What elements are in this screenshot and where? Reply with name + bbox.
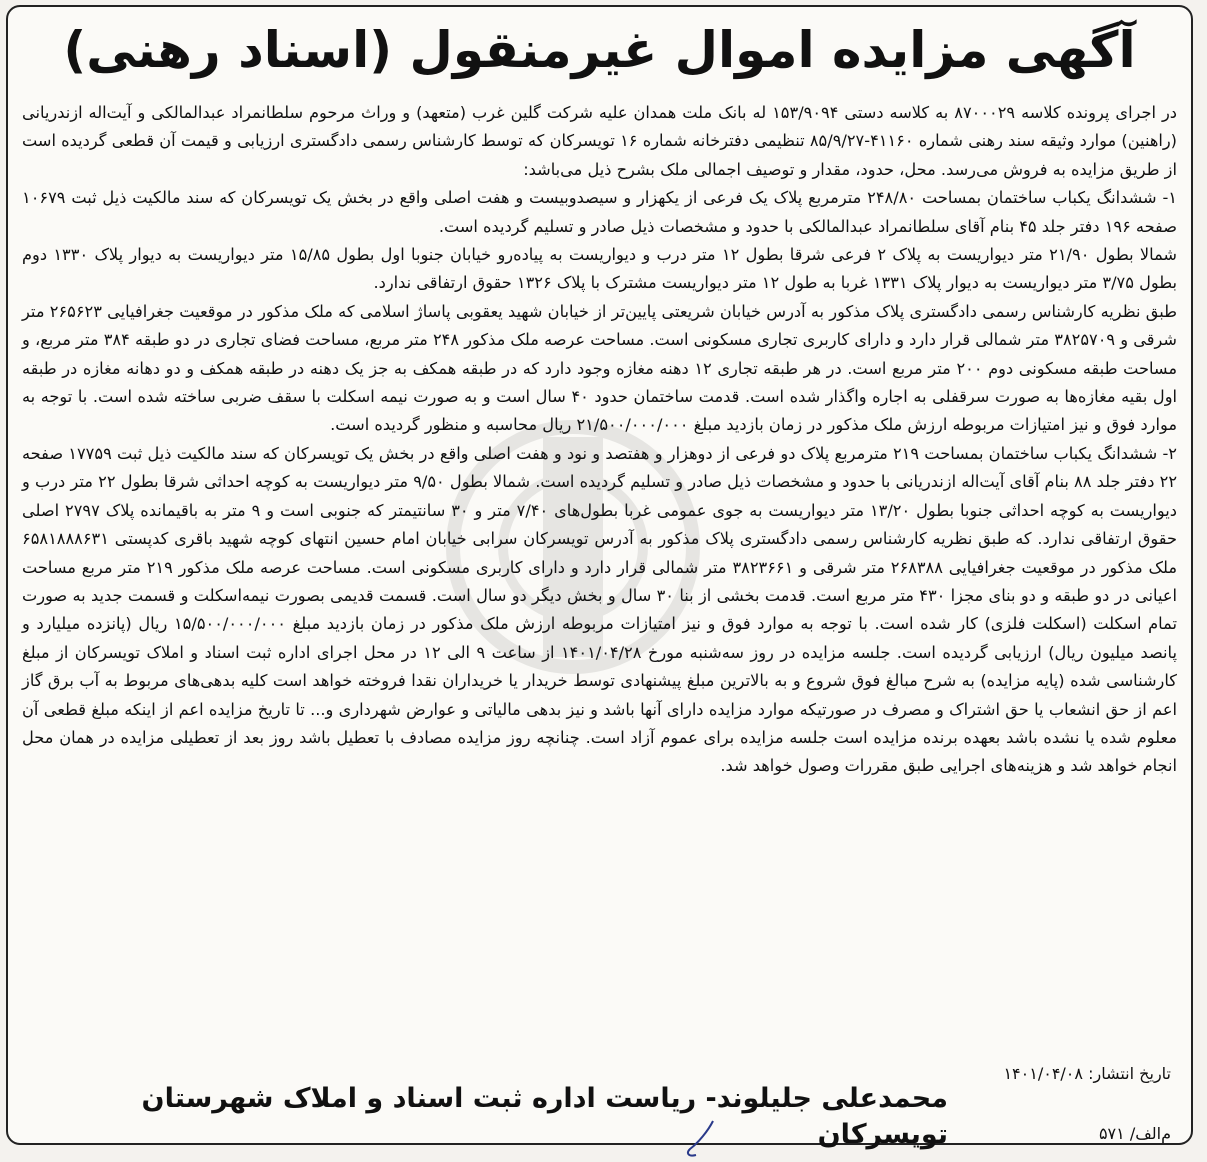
reference-number: م‌الف/ ۵۷۱	[1098, 1124, 1171, 1143]
publication-date-label: تاریخ انتشار:	[1088, 1064, 1171, 1083]
notice-body	[22, 99, 1177, 781]
property-2-paragraph: ۲- ششدانگ یکباب ساختمان بمساحت ۲۱۹ مترمربع پلاک دو فرعی از دوهزار و هفتصد و نود و هفت اصلی واقع در بخش یک تویسرکان که سند مالکیت ذیل ثبت ۱۷۷۵۹ صفحه ۲۲ دفتر جلد ۸۸ بنام آقای آیت‌اله ازندریانی با حدود و مشخصات ذیل صادر و تسلیم گردیده است. شمالا بطول ۹/۵۰ متر دیواریست به کوچه احداثی شرقا بطول ۲۲ متر درب و دیواریست به کوچه احداثی جنوبا بطول ۱۳/۲۰ متر دیواریست به جوی عمومی غربا بطول‌های ۷/۴۰ متر و ۳۰ سانتیمتر که جنوبی است و ۹ متر به باقیمانده پلاک ۲۷۹۷ اصلی حقوق ارتفاقی ندارد. که طبق نظریه کارشناس رسمی دادگستری پلاک مذکور به آدرس تویسرکان سرابی خیابان امام حسین انتهای کوچه شهید باقری کدپستی ۶۵۸۱۸۸۸۶۳۱ ملک مذکور در موقعیت جغرافیایی ۲۶۸۳۸۸ متر شرقی و ۳۸۲۳۶۶۱ متر شمالی قرار دارد و دارای کاربری مسکونی است. مساحت عرصه ملک مذکور ۲۱۹ متر مربع مساحت اعیانی در دو طبقه و دو بنای مجزا ۴۳۰ متر مربع است. قدمت بخشی از بنا ۳۰ سال و بخش دیگر دو سال است. قسمت قدیمی بصورت نیمه‌اسکلت و قسمت جدید به صورت تمام اسکلت (اسکلت فلزی) کار شده است. با توجه به موارد فوق و نیز امتیازات مربوطه ارزش ملک مذکور در زمان بازدید مبلغ ۱۵/۵۰۰/۰۰۰/۰۰۰ ریال (پانزده میلیارد و پانصد میلیون ریال) ارزیابی گردیده است. جلسه مزایده در روز سه‌شنبه مورخ ۱۴۰۱/۰۴/۲۸ از ساعت ۹ الی ۱۲ در محل اجرای اداره ثبت اسناد و املاک تویسرکان از مبلغ کارشناسی شده (پایه مزایده) به شرح مبالغ فوق شروع و به بالاترین مبلغ پیشنهادی توسط خریدار یا خریداران نقدا فروخته خواهد است کلیه بدهی‌های مربوط به آب برق گاز اعم از حق انشعاب یا حق اشتراک و مصرف در صورتیکه موارد مزایده دارای آنها باشد و نیز بدهی مالیاتی و عوارض شهرداری و... تا تاریخ مزایده اعم از اینکه مبلغ قطعی آن معلوم شده یا نشده باشد بعهده برنده مزایده است جلسه مزایده برای عموم آزاد است. چنانچه روز مزایده مصادف با تعطیل باشد روز بعد از تعطیلی مزایده در همان محل انجام خواهد شد و هزینه‌های اجرایی طبق مقررات وصول خواهد شد.	[22, 443, 1178, 776]
intro-paragraph: در اجرای پرونده کلاسه ۸۷۰۰۰۲۹ به کلاسه دستی ۱۵۳/۹۰۹۴ له بانک ملت همدان علیه شرکت گلین غرب (متعهد) و وراث مرحوم سلطانمراد عبدالمالکی و آیت‌اله ازندریانی (راهنین) موارد وثیقه سند رهنی شماره ۴۱۱۶۰-۸۵/۹/۲۷ تنظیمی دفترخانه شماره ۱۶ تویسرکان که توسط کارشناس رسمی دادگستری ارزیابی و قیمت آن قطعی گردیده است از طریق مزایده به فروش می‌رسد. محل، حدود، مقدار و توصیف اجمالی ملک بشرح ذیل می‌باشد:	[22, 103, 1177, 179]
publication-date	[1003, 1063, 1171, 1085]
signature: محمدعلی جلیلوند- ریاست اداره ثبت اسناد و املاک شهرستان تویسرکان	[141, 1083, 948, 1150]
property-1-boundaries: شمالا بطول ۲۱/۹۰ متر دیواریست به پلاک ۲ فرعی شرقا بطول ۱۲ متر درب و دیواریست به پیاده‌رو خیابان جنوبا اول بطول ۱۵/۸۵ متر دیواریست به دیوار پلاک ۱۳۳۰ دوم بطول ۳/۷۵ متر دیواریست به دیوار پلاک ۱۳۳۱ غربا به طول ۱۲ متر دیواریست مشترک با پلاک ۱۳۲۶ حقوق ارتفاقی ندارد.	[22, 245, 1177, 293]
property-1-paragraph: ۱- ششدانگ یکباب ساختمان بمساحت ۲۴۸/۸۰ مترمربع پلاک یک فرعی از یکهزار و سیصدوبیست و هفت اصلی واقع در بخش یک تویسرکان که سند مالکیت ذیل ثبت ۱۰۶۷۹ صفحه ۱۹۶ دفتر جلد ۴۵ بنام آقای سلطانمراد عبدالمالکی با حدود و مشخصات ذیل صادر و تسلیم گردیده است.	[22, 188, 1177, 236]
handwritten-mark	[668, 1117, 728, 1162]
publication-date-value: ۱۴۰۱/۰۴/۰۸	[1003, 1064, 1083, 1083]
notice-title: آگهی مزایده اموال غیرمنقول (اسناد رهنی)	[63, 21, 1136, 79]
property-1-appraisal: طبق نظریه کارشناس رسمی دادگستری پلاک مذکور به آدرس خیابان شریعتی پایین‌تر از خیابان شهید یعقوبی پاساژ اسلامی که ملک مذکور در موقعیت جغرافیایی ۲۶۵۶۲۳ متر شرقی و ۳۸۲۵۷۰۹ متر شمالی قرار دارد و دارای کاربری تجاری مسکونی است. مساحت عرصه ملک مذکور ۲۴۸ متر مربع، مساحت فضای تجاری در دو طبقه ۳۸۴ متر مربع، و مساحت طبقه مسکونی دوم ۲۰۰ متر مربع است. در هر طبقه تجاری ۱۲ دهنه مغازه وجود دارد که در طبقه همکف به جز یک دهنه در طبقه همکف و دو دهانه مغازه در طبقه اول بقیه مغازه‌ها به صورت سرقفلی به اجاره واگذار شده است. قدمت ساختمان حدود ۴۰ سال است و به صورت نیمه اسکلت با سقف ضربی ساخته شده است. با توجه به موارد فوق و نیز امتیازات مربوطه ارزش ملک مذکور در زمان بازدید مبلغ ۲۱/۵۰۰/۰۰۰/۰۰۰ ریال محاسبه و منظور گردیده است.	[22, 301, 1178, 435]
notice-frame	[6, 5, 1193, 1150]
